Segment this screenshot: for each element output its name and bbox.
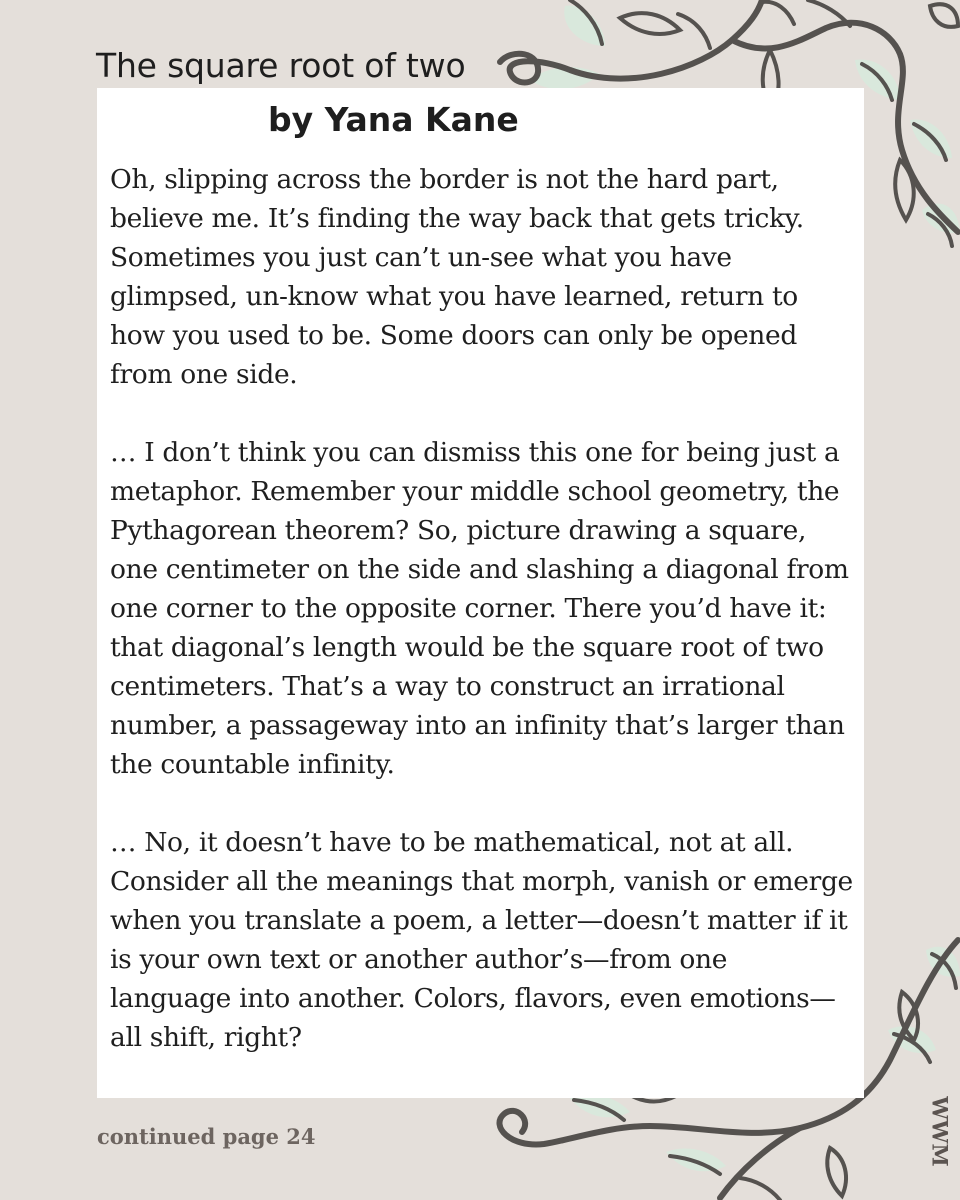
author-byline: by Yana Kane — [268, 100, 519, 139]
page-title: The square root of two — [96, 46, 466, 85]
paragraph-1: Oh, slipping across the border is not the hard part, believe me. It’s finding the way back that gets tricky. Sometimes you just can’t un-see what you have glimpsed, un-know what you have learned, return to how you used to be. Some doors can only be opened from one side. — [110, 164, 804, 390]
brand-mark — [922, 1095, 958, 1167]
body-text — [110, 160, 855, 1096]
brand-mark-text: WWM — [927, 1095, 953, 1167]
paragraph-2: … I don’t think you can dismiss this one for being just a metaphor. Remember your middle school geometry, the Pythagorean theorem? So, picture drawing a square, one centimeter on the side and slashing a diagonal from one corner to the opposite corner. There you’d have it: that diagonal’s length would be the square root of two centimeters. That’s a way to construct an irrational number, a passageway into an infinity that’s larger than the countable infinity. — [110, 437, 849, 780]
paragraph-3: … No, it doesn’t have to be mathematical, not at all. Consider all the meanings that morph, vanish or emerge when you translate a poem, a letter—doesn’t matter if it is your own text or another author’s—from one language into another. Colors, flavors, even emotions—all shift, right? — [110, 827, 853, 1053]
continued-note: continued page 24 — [97, 1124, 316, 1149]
